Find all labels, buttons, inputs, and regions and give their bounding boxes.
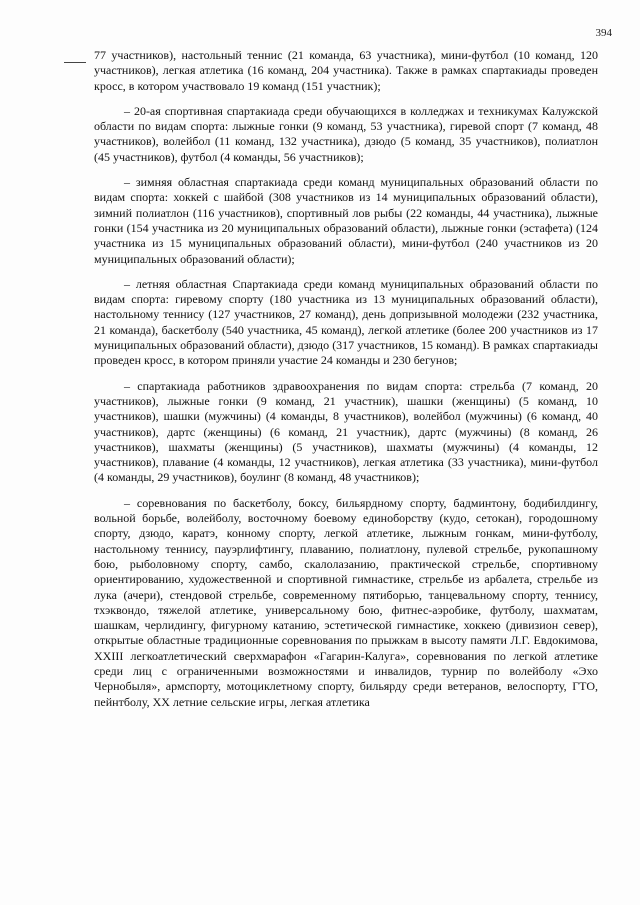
page-number: 394 bbox=[595, 27, 612, 39]
paragraph-college-spartakiad: – 20-ая спортивная спартакиада среди обучающихся в колледжах и техникумах Калужской области по видам спорта: лыжные гонки (9 команд, 53 участника), гиревой спорт (7 команд, 48 участников), волейбол (11 команд, 132 участника), дзюдо (5 команд, 35 участников), полиатлон (45 участников), футбол (4 команды, 56 участников); bbox=[94, 103, 598, 164]
paragraph-summer-spartakiad: – летняя областная Спартакиада среди команд муниципальных образований области по видам спорта: гиревому спорту (180 участника из 13 муниципальных образований области), настольному теннису (127 участников, 27 команд), день допризывной молодежи (232 участника, 21 команда), баскетболу (540 участника, 45 команд), легкой атлетике (более 200 участников из 17 муниципальных образований области), дзюдо (317 участников, 15 команд). В рамках спартакиады проведен кросс, в котором приняли участие 24 команды и 230 бегунов; bbox=[94, 276, 598, 368]
paragraph-continuation: 77 участников), настольный теннис (21 команда, 63 участника), мини-футбол (10 команд, 120 участников), легкая атлетика (16 команд, 204 участника). Также в рамках спартакиады проведен кросс, в котором участвовало 19 команд (151 участник); bbox=[94, 48, 598, 93]
scan-artifact-line bbox=[64, 62, 86, 63]
paragraph-competitions: – соревнования по баскетболу, боксу, бильярдному спорту, бадминтону, бодибилдингу, вольной борьбе, волейболу, восточному боевому единоборству (кудо, сетокан), городошному спорту, дзюдо, каратэ, конному спорту, легкой атлетике, лыжным гонкам, мини-футболу, настольному теннису, пауэрлифтингу, плаванию, полиатлону, пулевой стрельбе, рукопашному бою, рыболовному спорту, самбо, скалолазанию, практической стрельбе, спортивному ориентированию, художественной и спортивной гимнастике, стрельбе из арбалета, стрельбе из лука (ачери), стендовой стрельбе, современному пятиборью, танцевальному спорту, теннису, тхэквондо, тяжелой атлетике, универсальному бою, фитнес-аэробике, футболу, шахматам, шашкам, черлидингу, фигурному катанию, эстетической гимнастике, хоккею (дивизион север), открытые областные традиционные соревнования по прыжкам в высоту памяти Л.Г. Евдокимова, XXIII легкоатлетический сверхмарафон «Гагарин-Калуга», соревнования по легкой атлетике среди лиц с ограниченными возможностями и инвалидов, турнир по волейболу «Эхо Чернобыля», армспорту, мотоциклетному спорту, бильярду среди ветеранов, велоспорту, ГТО, пейнтболу, XX летние сельские игры, легкая атлетика bbox=[94, 495, 598, 709]
paragraph-winter-spartakiad: – зимняя областная спартакиада среди команд муниципальных образований области по видам спорта: хоккей с шайбой (308 участников из 14 муниципальных образований области), зимний полиатлон (116 участников), спортивный лов рыбы (22 команды, 44 участника), лыжные гонки (154 участника из 20 муниципальных образований области), лыжные гонки (эстафета) (124 участника из 15 муниципальных образований области), мини-футбол (240 участников из 20 муниципальных образований области); bbox=[94, 175, 598, 266]
document-body bbox=[94, 48, 598, 720]
paragraph-healthcare-spartakiad: – спартакиада работников здравоохранения по видам спорта: стрельба (7 команд, 20 участников), лыжные гонки (9 команд, 21 участник), шашки (женщины) (5 команд, 10 участников), шашки (мужчины) (4 команды, 8 участников), волейбол (мужчины) (6 команд, 40 участников), дартс (женщины) (6 команд, 21 участник), дартс (мужчины) (8 команд, 26 участников), шахматы (женщины) (5 участников), шахматы (мужчины) (4 команды, 12 участников), плавание (4 команды, 12 участников), легкая атлетика (33 участника), мини-футбол (4 команды, 29 участников), боулинг (8 команд, 48 участников); bbox=[94, 378, 598, 485]
